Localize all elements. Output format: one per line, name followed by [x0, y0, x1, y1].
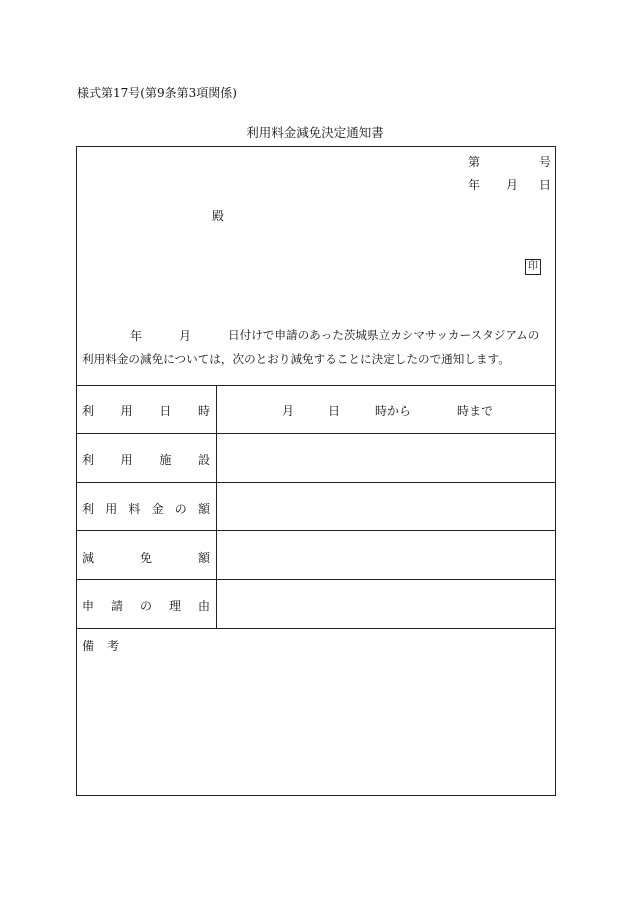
seal-mark: 印 [525, 259, 541, 275]
datetime-day: 日 [328, 404, 341, 418]
body-line1-rest: 日付けで申請のあった茨城県立カシマサッカースタジアムの [228, 328, 540, 342]
table-line-5 [77, 628, 555, 629]
form-frame [76, 146, 556, 796]
date-year: 年 [468, 178, 481, 192]
table-line-2 [77, 482, 555, 483]
remarks-label-char-1: 備 [82, 639, 95, 653]
row-label-application-reason: 申 請 の 理 由 [82, 599, 210, 613]
date-month: 月 [506, 178, 519, 192]
row-label-usage-datetime: 利 用 日 時 [82, 404, 210, 418]
table-line-top [77, 385, 555, 386]
datetime-from: 時から [375, 404, 412, 418]
row-label-facility: 利 用 施 設 [82, 453, 210, 467]
body-line2: 利用料金の減免については，次のとおり減免することに決定したので通知します。 [82, 352, 510, 366]
table-line-3 [77, 530, 555, 531]
body-month: 月 [179, 329, 192, 343]
document-title: 利用料金減免決定通知書 [246, 125, 384, 140]
body-year: 年 [130, 329, 143, 343]
datetime-month: 月 [282, 404, 295, 418]
date-day: 日 [539, 178, 552, 192]
datetime-to: 時まで [457, 404, 494, 418]
row-label-reduction-amount: 減 免 額 [82, 551, 210, 565]
remarks-label-char-2: 考 [107, 639, 120, 653]
table-line-1 [77, 433, 555, 434]
number-suffix: 号 [539, 155, 552, 169]
number-prefix: 第 [468, 155, 481, 169]
form-number-label: 様式第17号(第9条第3項関係) [77, 86, 237, 100]
addressee-suffix: 殿 [212, 209, 225, 223]
table-line-4 [77, 579, 555, 580]
table-column-divider [216, 385, 217, 628]
row-label-fee-amount: 利 用 料 金 の 額 [82, 502, 210, 516]
